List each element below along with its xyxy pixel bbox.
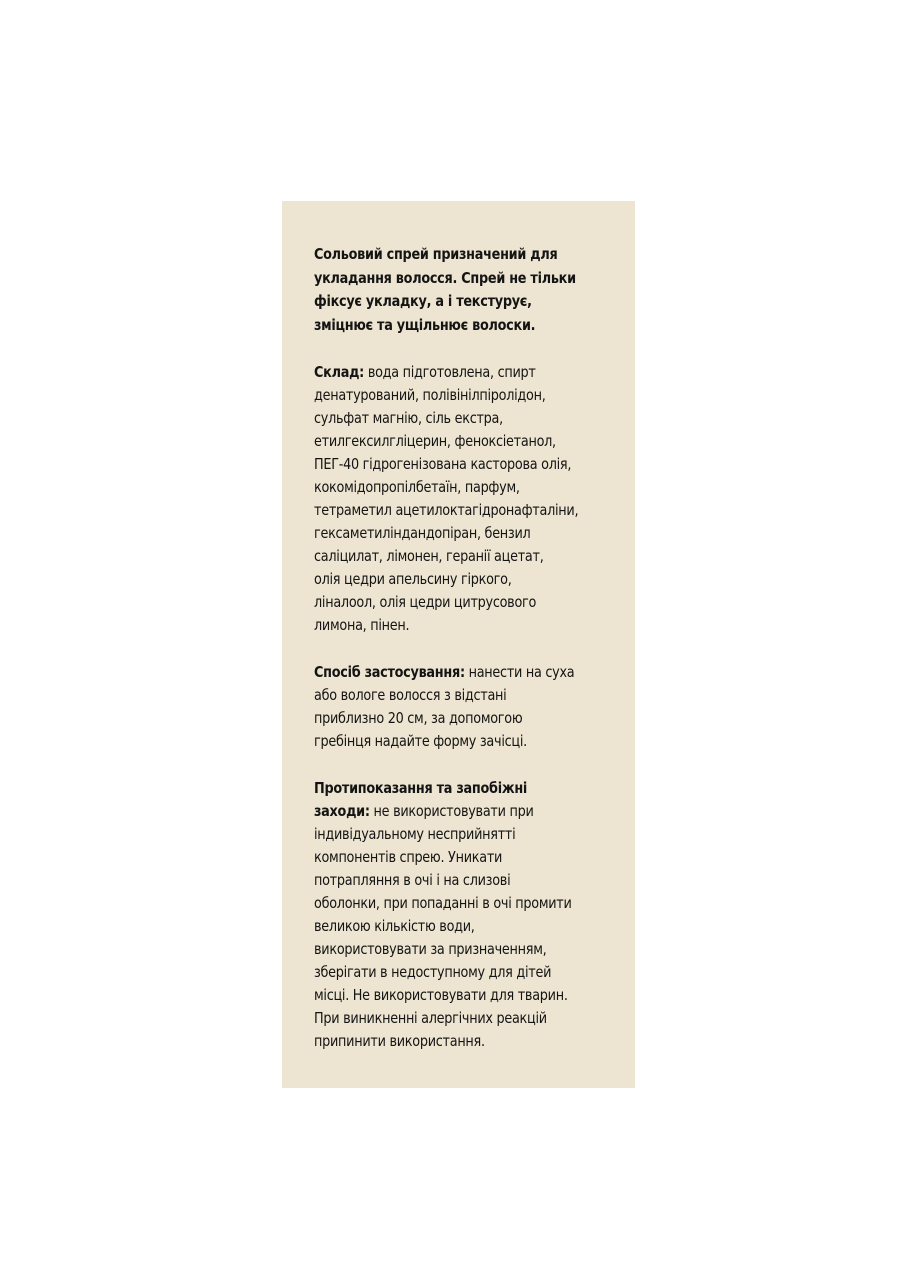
warnings-line: великою кількістю води,	[314, 917, 475, 935]
usage-line: гребінця надайте форму зачісці.	[314, 732, 527, 750]
usage-section	[314, 661, 619, 753]
description-line: Сольовий спрей призначений для	[314, 245, 558, 263]
product-description	[314, 243, 619, 337]
composition-line: олія цедри апельсину гіркого,	[314, 570, 512, 588]
description-line: укладання волосся. Спрей не тільки	[314, 268, 576, 287]
composition-section	[314, 361, 619, 637]
composition-line: етилгексилгліцерин, феноксіетанол,	[314, 432, 556, 450]
warnings-title-cont: заходи:	[314, 802, 370, 820]
composition-line: вода підготовлена, спирт	[364, 363, 536, 381]
usage-title: Спосіб застосування:	[314, 663, 465, 681]
description-line: зміцнює та ущільнює волоски.	[314, 315, 536, 334]
warnings-line: потрапляння в очі і на слизові	[314, 871, 511, 889]
composition-line: ліналоол, олія цедри цитрусового	[314, 593, 537, 611]
product-label-panel	[282, 201, 635, 1088]
description-line: фіксує укладку, а і текстурує,	[314, 292, 532, 310]
composition-line: тетраметил ацетилоктагідронафталіни,	[314, 501, 579, 519]
composition-title: Склад:	[314, 363, 365, 381]
warnings-line: не використовувати при	[369, 802, 534, 820]
warnings-line: компонентів спрею. Уникати	[314, 848, 503, 866]
warnings-title: Протипоказання та запобіжні	[314, 779, 528, 797]
composition-line: сульфат магнію, сіль екстра,	[314, 409, 503, 427]
warnings-line: При виникненні алергічних реакцій	[314, 1009, 547, 1027]
usage-line: нанести на суха	[464, 663, 575, 681]
warnings-line: зберігати в недоступному для дітей	[314, 963, 552, 981]
composition-line: ПЕГ-40 гідрогенізована касторова олія,	[314, 455, 572, 473]
warnings-line: місці. Не використовувати для тварин.	[314, 986, 568, 1004]
composition-line: лимона, пінен.	[314, 616, 410, 634]
composition-line: саліцилат, лімонен, геранії ацетат,	[314, 547, 544, 565]
composition-line: гексаметиліндандопіран, бензил	[314, 524, 531, 542]
warnings-section	[314, 777, 619, 1053]
composition-line: кокомідопропілбетаїн, парфум,	[314, 478, 520, 496]
warnings-line: використовувати за призначенням,	[314, 940, 547, 958]
usage-line: або вологе волосся з відстані	[314, 686, 507, 704]
warnings-line: оболонки, при попаданні в очі промити	[314, 894, 572, 912]
usage-line: приблизно 20 см, за допомогою	[314, 709, 523, 727]
warnings-line: індивідуальному несприйнятті	[314, 825, 516, 843]
composition-line: денатурований, полівінілпіролідон,	[314, 386, 546, 404]
warnings-line: припинити використання.	[314, 1032, 485, 1050]
